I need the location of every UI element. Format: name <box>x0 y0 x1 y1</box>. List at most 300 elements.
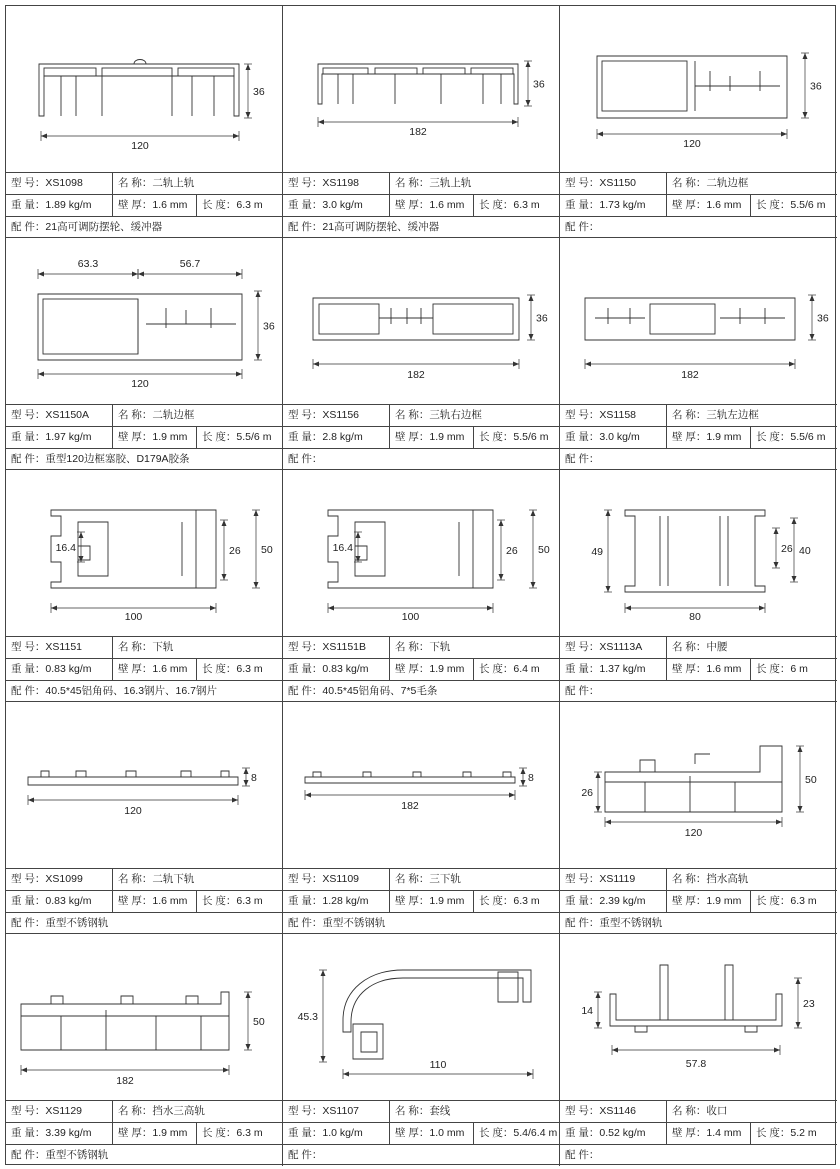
dimension-label: 120 <box>124 805 142 817</box>
vertical-dimension <box>801 53 809 118</box>
profile-drawing <box>6 470 283 636</box>
wall-label: 壁 厚： <box>118 663 153 675</box>
profile-section-diagram <box>560 934 837 1100</box>
spec-row-identity <box>6 636 282 658</box>
weight-value: 0.83 kg/m <box>322 663 369 675</box>
name-value: 二轨上轨 <box>152 177 195 189</box>
profile-chamber <box>433 304 513 334</box>
profile-section-diagram <box>6 6 283 172</box>
weight-value: 1.0 kg/m <box>322 1127 363 1139</box>
wall-value: 1.9 mm <box>152 431 188 443</box>
spec-row-identity <box>283 404 559 426</box>
length-label: 长 度： <box>479 431 514 443</box>
weight-value: 1.89 kg/m <box>45 199 92 211</box>
length-value: 6 m <box>790 663 808 675</box>
vertical-dimension <box>794 978 802 1028</box>
spec-row-parts <box>560 1144 837 1166</box>
name-value: 挡水高轨 <box>706 873 749 885</box>
spec-table <box>560 404 837 470</box>
horizontal-dimension <box>313 359 519 369</box>
profile-drawing <box>6 934 283 1100</box>
wall-value: 1.9 mm <box>429 431 465 443</box>
parts-label: 配 件： <box>565 917 600 929</box>
spec-table <box>6 868 282 934</box>
length-value: 6.3 m <box>513 895 540 907</box>
weight-value: 1.37 kg/m <box>599 663 646 675</box>
model-value: XS1158 <box>599 409 637 421</box>
dimension-label: 120 <box>683 138 701 150</box>
dimension-label: 57.8 <box>685 1058 707 1070</box>
profile-outline <box>605 754 782 812</box>
profile-outline <box>353 972 518 1059</box>
parts-label: 配 件： <box>565 1149 600 1161</box>
weight-value: 3.0 kg/m <box>322 199 363 211</box>
vertical-dimension <box>796 746 804 812</box>
dimension-label: 120 <box>131 378 149 390</box>
weight-value: 1.73 kg/m <box>599 199 646 211</box>
profile-outline <box>318 64 518 104</box>
dimension-label: 120 <box>131 140 149 152</box>
profile-section-diagram <box>6 934 283 1100</box>
length-value: 5.4/6.4 m <box>513 1127 558 1139</box>
spec-row-identity <box>6 404 282 426</box>
profile-chamber <box>102 68 172 76</box>
spec-table <box>283 1100 559 1166</box>
product-card <box>560 702 837 934</box>
weight-value: 3.0 kg/m <box>599 431 640 443</box>
horizontal-dimension <box>612 1045 780 1055</box>
name-value: 中腰 <box>706 641 728 653</box>
parts-label: 配 件： <box>288 1149 323 1161</box>
weight-value: 3.39 kg/m <box>45 1127 92 1139</box>
vertical-dimension <box>242 768 250 786</box>
spec-row-parts <box>6 448 282 470</box>
wall-label: 壁 厚： <box>118 431 153 443</box>
length-label: 长 度： <box>202 663 237 675</box>
wall-value: 1.9 mm <box>429 895 465 907</box>
product-card <box>6 702 283 934</box>
parts-label: 配 件： <box>11 1149 46 1161</box>
dimension-label: 56.7 <box>179 258 201 270</box>
spec-row-identity <box>560 1100 837 1122</box>
dimension-label: 110 <box>429 1059 447 1071</box>
name-label: 名 称： <box>118 1105 153 1117</box>
name-value: 下轨 <box>429 641 451 653</box>
length-value: 6.4 m <box>513 663 540 675</box>
parts-label: 配 件： <box>288 453 323 465</box>
name-label: 名 称： <box>395 873 430 885</box>
spec-table <box>6 1100 282 1166</box>
spec-row-identity <box>283 172 559 194</box>
length-label: 长 度： <box>202 431 237 443</box>
dimension-label: 16.4 <box>55 542 76 554</box>
spec-row-identity <box>6 172 282 194</box>
profile-section-diagram <box>560 470 837 636</box>
weight-value: 1.28 kg/m <box>322 895 369 907</box>
length-value: 5.2 m <box>790 1127 817 1139</box>
wall-label: 壁 厚： <box>672 199 707 211</box>
product-card <box>560 470 837 702</box>
dimension-label: 8 <box>251 772 257 784</box>
parts-value: 重型不锈钢轨 <box>45 917 109 929</box>
spec-row-identity <box>6 1100 282 1122</box>
length-label: 长 度： <box>756 431 791 443</box>
model-label: 型 号： <box>288 177 323 189</box>
dimension-label: 50 <box>805 774 817 786</box>
profile-outline <box>28 777 238 785</box>
vertical-dimension <box>252 510 260 588</box>
wall-value: 1.9 mm <box>152 1127 188 1139</box>
spec-row-parts <box>6 912 282 934</box>
model-label: 型 号： <box>565 177 600 189</box>
spec-row-parts <box>283 1144 559 1166</box>
model-value: XS1198 <box>322 177 360 189</box>
weight-label: 重 量： <box>288 431 323 443</box>
model-label: 型 号： <box>11 409 46 421</box>
spec-table <box>560 636 837 702</box>
parts-value: 重型不锈钢轨 <box>45 1149 109 1161</box>
model-label: 型 号： <box>288 641 323 653</box>
horizontal-dimension <box>38 269 138 279</box>
wall-value: 1.6 mm <box>429 199 465 211</box>
name-value: 三轨左边框 <box>706 409 759 421</box>
weight-label: 重 量： <box>11 895 46 907</box>
spec-row-parts <box>283 912 559 934</box>
horizontal-dimension <box>605 817 782 827</box>
dimension-label: 182 <box>401 800 419 812</box>
dimension-label: 8 <box>528 772 534 784</box>
name-label: 名 称： <box>118 409 153 421</box>
profile-section-diagram <box>6 238 283 404</box>
profile-section-diagram <box>283 934 560 1100</box>
spec-table <box>283 636 559 702</box>
product-card <box>283 702 560 934</box>
model-label: 型 号： <box>565 409 600 421</box>
model-label: 型 号： <box>288 1105 323 1117</box>
weight-label: 重 量： <box>565 199 600 211</box>
spec-row-identity <box>6 868 282 890</box>
profile-drawing <box>283 238 560 404</box>
model-label: 型 号： <box>11 177 46 189</box>
horizontal-dimension <box>21 1065 229 1075</box>
spec-table <box>560 868 837 934</box>
profile-chamber <box>375 68 417 74</box>
weight-label: 重 量： <box>288 895 323 907</box>
dimension-label: 100 <box>401 611 420 623</box>
spec-table <box>6 172 282 238</box>
model-value: XS1107 <box>322 1105 360 1117</box>
spec-row-metrics <box>283 194 559 216</box>
product-card <box>560 238 837 470</box>
profile-outline <box>305 777 515 783</box>
length-label: 长 度： <box>202 895 237 907</box>
profile-section-diagram <box>6 702 283 868</box>
length-value: 6.3 m <box>236 1127 263 1139</box>
horizontal-dimension <box>28 795 238 805</box>
name-label: 名 称： <box>672 409 707 421</box>
profile-section-diagram <box>6 470 283 636</box>
profile-outline <box>695 61 780 111</box>
length-label: 长 度： <box>756 199 791 211</box>
weight-value: 0.83 kg/m <box>45 663 92 675</box>
wall-value: 1.4 mm <box>706 1127 742 1139</box>
dimension-label: 36 <box>817 312 829 325</box>
weight-label: 重 量： <box>288 1127 323 1139</box>
wall-value: 1.9 mm <box>706 895 742 907</box>
dimension-label: 23 <box>803 998 815 1010</box>
dimension-label: 80 <box>689 611 701 623</box>
dimension-label: 45.3 <box>297 1011 318 1023</box>
parts-label: 配 件： <box>288 685 323 697</box>
dimension-label: 26 <box>781 543 793 555</box>
profile-section-diagram <box>560 702 837 868</box>
length-label: 长 度： <box>756 895 791 907</box>
weight-value: 0.83 kg/m <box>45 895 92 907</box>
profile-chamber <box>178 68 234 76</box>
spec-table <box>6 636 282 702</box>
vertical-dimension <box>244 64 252 118</box>
product-card <box>283 470 560 702</box>
weight-label: 重 量： <box>565 1127 600 1139</box>
spec-table <box>283 868 559 934</box>
wall-label: 壁 厚： <box>395 199 430 211</box>
vertical-dimension <box>220 520 228 580</box>
profile-outline <box>625 510 765 592</box>
profile-section-diagram <box>560 238 837 404</box>
profile-outline <box>313 772 511 777</box>
dimension-label: 36 <box>536 312 548 325</box>
model-label: 型 号： <box>565 641 600 653</box>
profile-outline <box>379 308 433 324</box>
weight-label: 重 量： <box>11 1127 46 1139</box>
wall-value: 1.6 mm <box>152 199 188 211</box>
model-value: XS1113A <box>599 641 643 653</box>
dimension-label: 26 <box>506 545 518 557</box>
spec-row-identity <box>283 868 559 890</box>
dimension-label: 36 <box>253 86 265 98</box>
spec-row-identity <box>560 868 837 890</box>
spec-row-metrics <box>560 426 837 448</box>
name-label: 名 称： <box>395 1105 430 1117</box>
profile-outline <box>610 994 782 1026</box>
product-card <box>283 6 560 238</box>
parts-label: 配 件： <box>565 221 600 233</box>
profile-outline <box>597 56 787 118</box>
dimension-label: 50 <box>261 544 273 556</box>
vertical-dimension <box>497 520 505 580</box>
profile-chamber <box>319 304 379 334</box>
dimension-label: 36 <box>810 80 822 93</box>
model-value: XS1150 <box>599 177 637 189</box>
name-label: 名 称： <box>395 641 430 653</box>
profile-drawing <box>6 6 283 172</box>
dimension-label: 36 <box>533 78 545 91</box>
name-label: 名 称： <box>395 177 430 189</box>
model-value: XS1150A <box>45 409 90 421</box>
profile-outline <box>39 64 239 116</box>
parts-value: 重型不锈钢轨 <box>599 917 663 929</box>
spec-row-metrics <box>560 658 837 680</box>
dimension-label: 182 <box>409 126 427 138</box>
wall-label: 壁 厚： <box>395 1127 430 1139</box>
spec-row-parts <box>6 1144 282 1166</box>
product-card <box>6 6 283 238</box>
profile-section-diagram <box>560 6 837 172</box>
name-value: 套线 <box>429 1105 451 1117</box>
wall-label: 壁 厚： <box>118 895 153 907</box>
wall-value: 1.6 mm <box>152 895 188 907</box>
profile-outline <box>78 510 196 588</box>
dimension-label: 26 <box>581 787 593 799</box>
profile-outline <box>338 74 501 104</box>
parts-label: 配 件： <box>565 453 600 465</box>
profile-outline <box>134 60 146 65</box>
spec-row-metrics <box>283 1122 559 1144</box>
length-label: 长 度： <box>756 1127 791 1139</box>
profile-drawing <box>283 702 560 868</box>
weight-label: 重 量： <box>11 199 46 211</box>
name-value: 二轨边框 <box>706 177 749 189</box>
spec-table <box>6 404 282 470</box>
wall-value: 1.9 mm <box>429 663 465 675</box>
name-label: 名 称： <box>118 873 153 885</box>
name-label: 名 称： <box>672 1105 707 1117</box>
spec-row-identity <box>560 404 837 426</box>
parts-value: 40.5*45铝角码、7*5毛条 <box>322 685 438 697</box>
dimension-label: 36 <box>263 320 275 333</box>
dimension-label: 50 <box>538 544 550 556</box>
spec-row-metrics <box>560 890 837 912</box>
length-value: 6.3 m <box>236 895 263 907</box>
name-label: 名 称： <box>395 409 430 421</box>
dimension-label: 120 <box>684 827 703 839</box>
length-label: 长 度： <box>202 1127 237 1139</box>
weight-value: 2.39 kg/m <box>599 895 646 907</box>
parts-label: 配 件： <box>11 221 46 233</box>
wall-label: 壁 厚： <box>672 431 707 443</box>
horizontal-dimension <box>305 790 515 800</box>
weight-value: 0.52 kg/m <box>599 1127 646 1139</box>
wall-value: 1.6 mm <box>152 663 188 675</box>
name-value: 收口 <box>706 1105 728 1117</box>
name-value: 二轨下轨 <box>152 873 195 885</box>
spec-row-metrics <box>283 426 559 448</box>
dimension-label: 14 <box>581 1005 593 1017</box>
model-value: XS1146 <box>599 1105 637 1117</box>
spec-row-metrics <box>6 658 282 680</box>
vertical-dimension <box>244 992 252 1050</box>
dimension-label: 50 <box>253 1016 265 1028</box>
length-value: 5.5/6 m <box>513 431 549 443</box>
horizontal-dimension <box>585 359 795 369</box>
profile-drawing <box>6 702 283 868</box>
length-label: 长 度： <box>202 199 237 211</box>
dimension-label: 182 <box>681 369 699 381</box>
vertical-dimension <box>319 970 327 1062</box>
length-value: 6.3 m <box>236 199 263 211</box>
spec-row-parts <box>6 680 282 702</box>
profile-drawing <box>560 238 837 404</box>
name-label: 名 称： <box>672 641 707 653</box>
dimension-label: 16.4 <box>332 542 353 554</box>
name-label: 名 称： <box>118 177 153 189</box>
profile-chamber <box>602 61 687 111</box>
name-value: 二轨边框 <box>152 409 195 421</box>
spec-row-identity <box>560 636 837 658</box>
profile-drawing <box>560 470 837 636</box>
length-value: 5.5/6 m <box>790 199 826 211</box>
profile-chamber <box>471 68 513 74</box>
profile-chamber <box>423 68 465 74</box>
profile-outline <box>605 746 782 812</box>
weight-label: 重 量： <box>11 431 46 443</box>
spec-row-metrics <box>560 1122 837 1144</box>
model-value: XS1151 <box>45 641 83 653</box>
parts-label: 配 件： <box>565 685 600 697</box>
wall-value: 1.9 mm <box>706 431 742 443</box>
horizontal-dimension <box>138 269 242 279</box>
wall-label: 壁 厚： <box>672 895 707 907</box>
spec-row-identity <box>283 1100 559 1122</box>
dimension-label: 100 <box>124 611 143 623</box>
spec-row-parts <box>560 680 837 702</box>
name-label: 名 称： <box>118 641 153 653</box>
profile-catalog-sheet <box>5 5 836 1165</box>
spec-table <box>560 172 837 238</box>
parts-label: 配 件： <box>11 685 46 697</box>
parts-label: 配 件： <box>11 453 46 465</box>
profile-drawing <box>560 6 837 172</box>
vertical-dimension <box>594 772 602 812</box>
profile-drawing <box>283 470 560 636</box>
dimension-label: 182 <box>407 369 425 381</box>
wall-label: 壁 厚： <box>118 199 153 211</box>
length-value: 6.3 m <box>790 895 817 907</box>
wall-label: 壁 厚： <box>118 1127 153 1139</box>
spec-row-metrics <box>283 890 559 912</box>
wall-value: 1.6 mm <box>706 663 742 675</box>
length-label: 长 度： <box>479 895 514 907</box>
vertical-dimension <box>604 510 612 592</box>
model-value: XS1151B <box>322 641 367 653</box>
model-label: 型 号： <box>11 873 46 885</box>
spec-table <box>283 172 559 238</box>
profile-outline <box>138 299 236 354</box>
model-label: 型 号： <box>11 1105 46 1117</box>
name-value: 三轨上轨 <box>429 177 472 189</box>
profile-outline <box>635 965 757 1032</box>
model-value: XS1129 <box>45 1105 83 1117</box>
spec-row-metrics <box>560 194 837 216</box>
length-label: 长 度： <box>756 663 791 675</box>
profile-outline <box>343 970 531 1032</box>
product-card <box>6 238 283 470</box>
name-value: 挡水三高轨 <box>152 1105 205 1117</box>
profile-drawing <box>283 934 560 1100</box>
length-label: 长 度： <box>479 663 514 675</box>
profile-drawing <box>560 934 837 1100</box>
product-card <box>283 238 560 470</box>
spec-row-metrics <box>6 1122 282 1144</box>
wall-label: 壁 厚： <box>395 895 430 907</box>
spec-table <box>560 1100 837 1166</box>
vertical-dimension <box>524 61 532 106</box>
profile-section-diagram <box>283 702 560 868</box>
spec-row-parts <box>560 216 837 238</box>
weight-label: 重 量： <box>565 431 600 443</box>
spec-table <box>283 404 559 470</box>
spec-row-parts <box>283 680 559 702</box>
